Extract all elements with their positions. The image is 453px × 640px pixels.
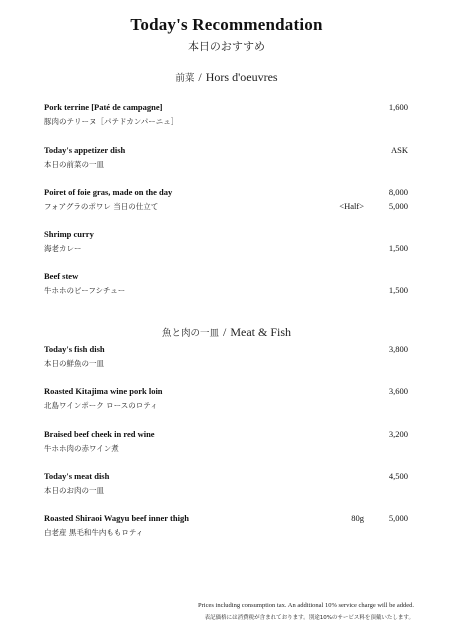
menu-item-name-en: Poiret of foie gras, made on the day — [44, 187, 173, 197]
menu-item-name-en: Beef stew — [44, 271, 79, 281]
menu-item-name-ja: 牛ホホのビーフシチュー — [44, 286, 126, 295]
menu-item-name-ja: 豚肉のテリーヌ［パテドカンパーニュ］ — [44, 117, 179, 126]
menu-item-braised-beef-cheek — [44, 429, 414, 461]
menu-item-shiraoi-wagyu — [44, 513, 414, 545]
menu-item-shrimp-curry — [44, 229, 414, 261]
menu-item-name-ja: フォアグラのポワレ 当日の仕立て — [44, 202, 159, 211]
footer-note-en: Prices including consumption tax. An additional 10% service charge will be added. — [198, 602, 414, 609]
footer-note-ja: 表記価格には消費税が含まれております。別途10%のサービス料を頂戴いたします。 — [204, 615, 414, 621]
menu-item-price: 1,600 — [388, 102, 408, 112]
menu-item-name-ja: 白老産 黒毛和牛内ももロティ — [44, 528, 144, 537]
section-heading-separator: / — [223, 325, 227, 339]
menu-item-name-ja: 海老カレー — [44, 244, 82, 253]
menu-item-price: 3,200 — [388, 429, 408, 439]
menu-item-name-en: Roasted Kitajima wine pork loin — [44, 386, 163, 396]
menu-item-price: 1,500 — [388, 285, 408, 295]
menu-item-price: 4,500 — [388, 471, 408, 481]
menu-item-name-ja: 本日の前菜の一皿 — [44, 160, 104, 169]
menu-item-price-half: 5,000 — [388, 201, 408, 211]
page-subtitle: 本日のおすすめ — [187, 40, 266, 53]
menu-item-name-ja: 牛ホホ肉の赤ワイン煮 — [44, 444, 119, 453]
menu-item-beef-stew — [44, 271, 414, 303]
menu-item-name-en: Shrimp curry — [44, 229, 94, 239]
menu-item-todays-fish — [44, 344, 414, 376]
menu-item-price: 8,000 — [388, 187, 408, 197]
menu-item-name-ja: 本日のお肉の一皿 — [44, 486, 104, 495]
section-heading-meat-and-fish — [0, 325, 453, 340]
section-heading-jp: 前菜 — [175, 73, 195, 84]
menu-item-foie-gras — [44, 187, 414, 219]
menu-item-weight-note: 80g — [351, 513, 364, 523]
menu-item-name-en: Today's fish dish — [44, 344, 105, 354]
section-heading-hors-doeuvres — [0, 70, 453, 85]
section-heading-en: Hors d'oeuvres — [205, 70, 278, 84]
section-heading-en: Meat & Fish — [230, 325, 292, 339]
menu-item-todays-meat — [44, 471, 414, 503]
section-heading-jp: 魚と肉の一皿 — [161, 328, 219, 339]
menu-item-name-ja: 本日の鮮魚の一皿 — [44, 359, 104, 368]
menu-item-pork-terrine — [44, 102, 414, 134]
section-heading-separator: / — [198, 70, 202, 84]
menu-item-price: ASK — [390, 145, 408, 155]
menu-item-name-en: Today's appetizer dish — [44, 145, 126, 155]
menu-item-name-en: Pork terrine [Paté de campagne] — [44, 102, 163, 112]
menu-item-name-ja: 北島ワインポーク ロースのロティ — [44, 401, 158, 410]
menu-item-price: 5,000 — [388, 513, 408, 523]
menu-item-price: 3,600 — [388, 386, 408, 396]
menu-item-name-en: Braised beef cheek in red wine — [44, 429, 155, 439]
menu-item-price: 1,500 — [388, 243, 408, 253]
menu-item-name-en: Today's meat dish — [44, 471, 110, 481]
menu-item-name-en: Roasted Shiraoi Wagyu beef inner thigh — [44, 513, 189, 523]
menu-item-kitajima-pork-loin — [44, 386, 414, 418]
menu-item-price: 3,800 — [388, 344, 408, 354]
menu-item-portion-note: <Half> — [339, 201, 364, 211]
menu-item-todays-appetizer — [44, 145, 414, 177]
page-title: Today's Recommendation — [130, 15, 323, 34]
